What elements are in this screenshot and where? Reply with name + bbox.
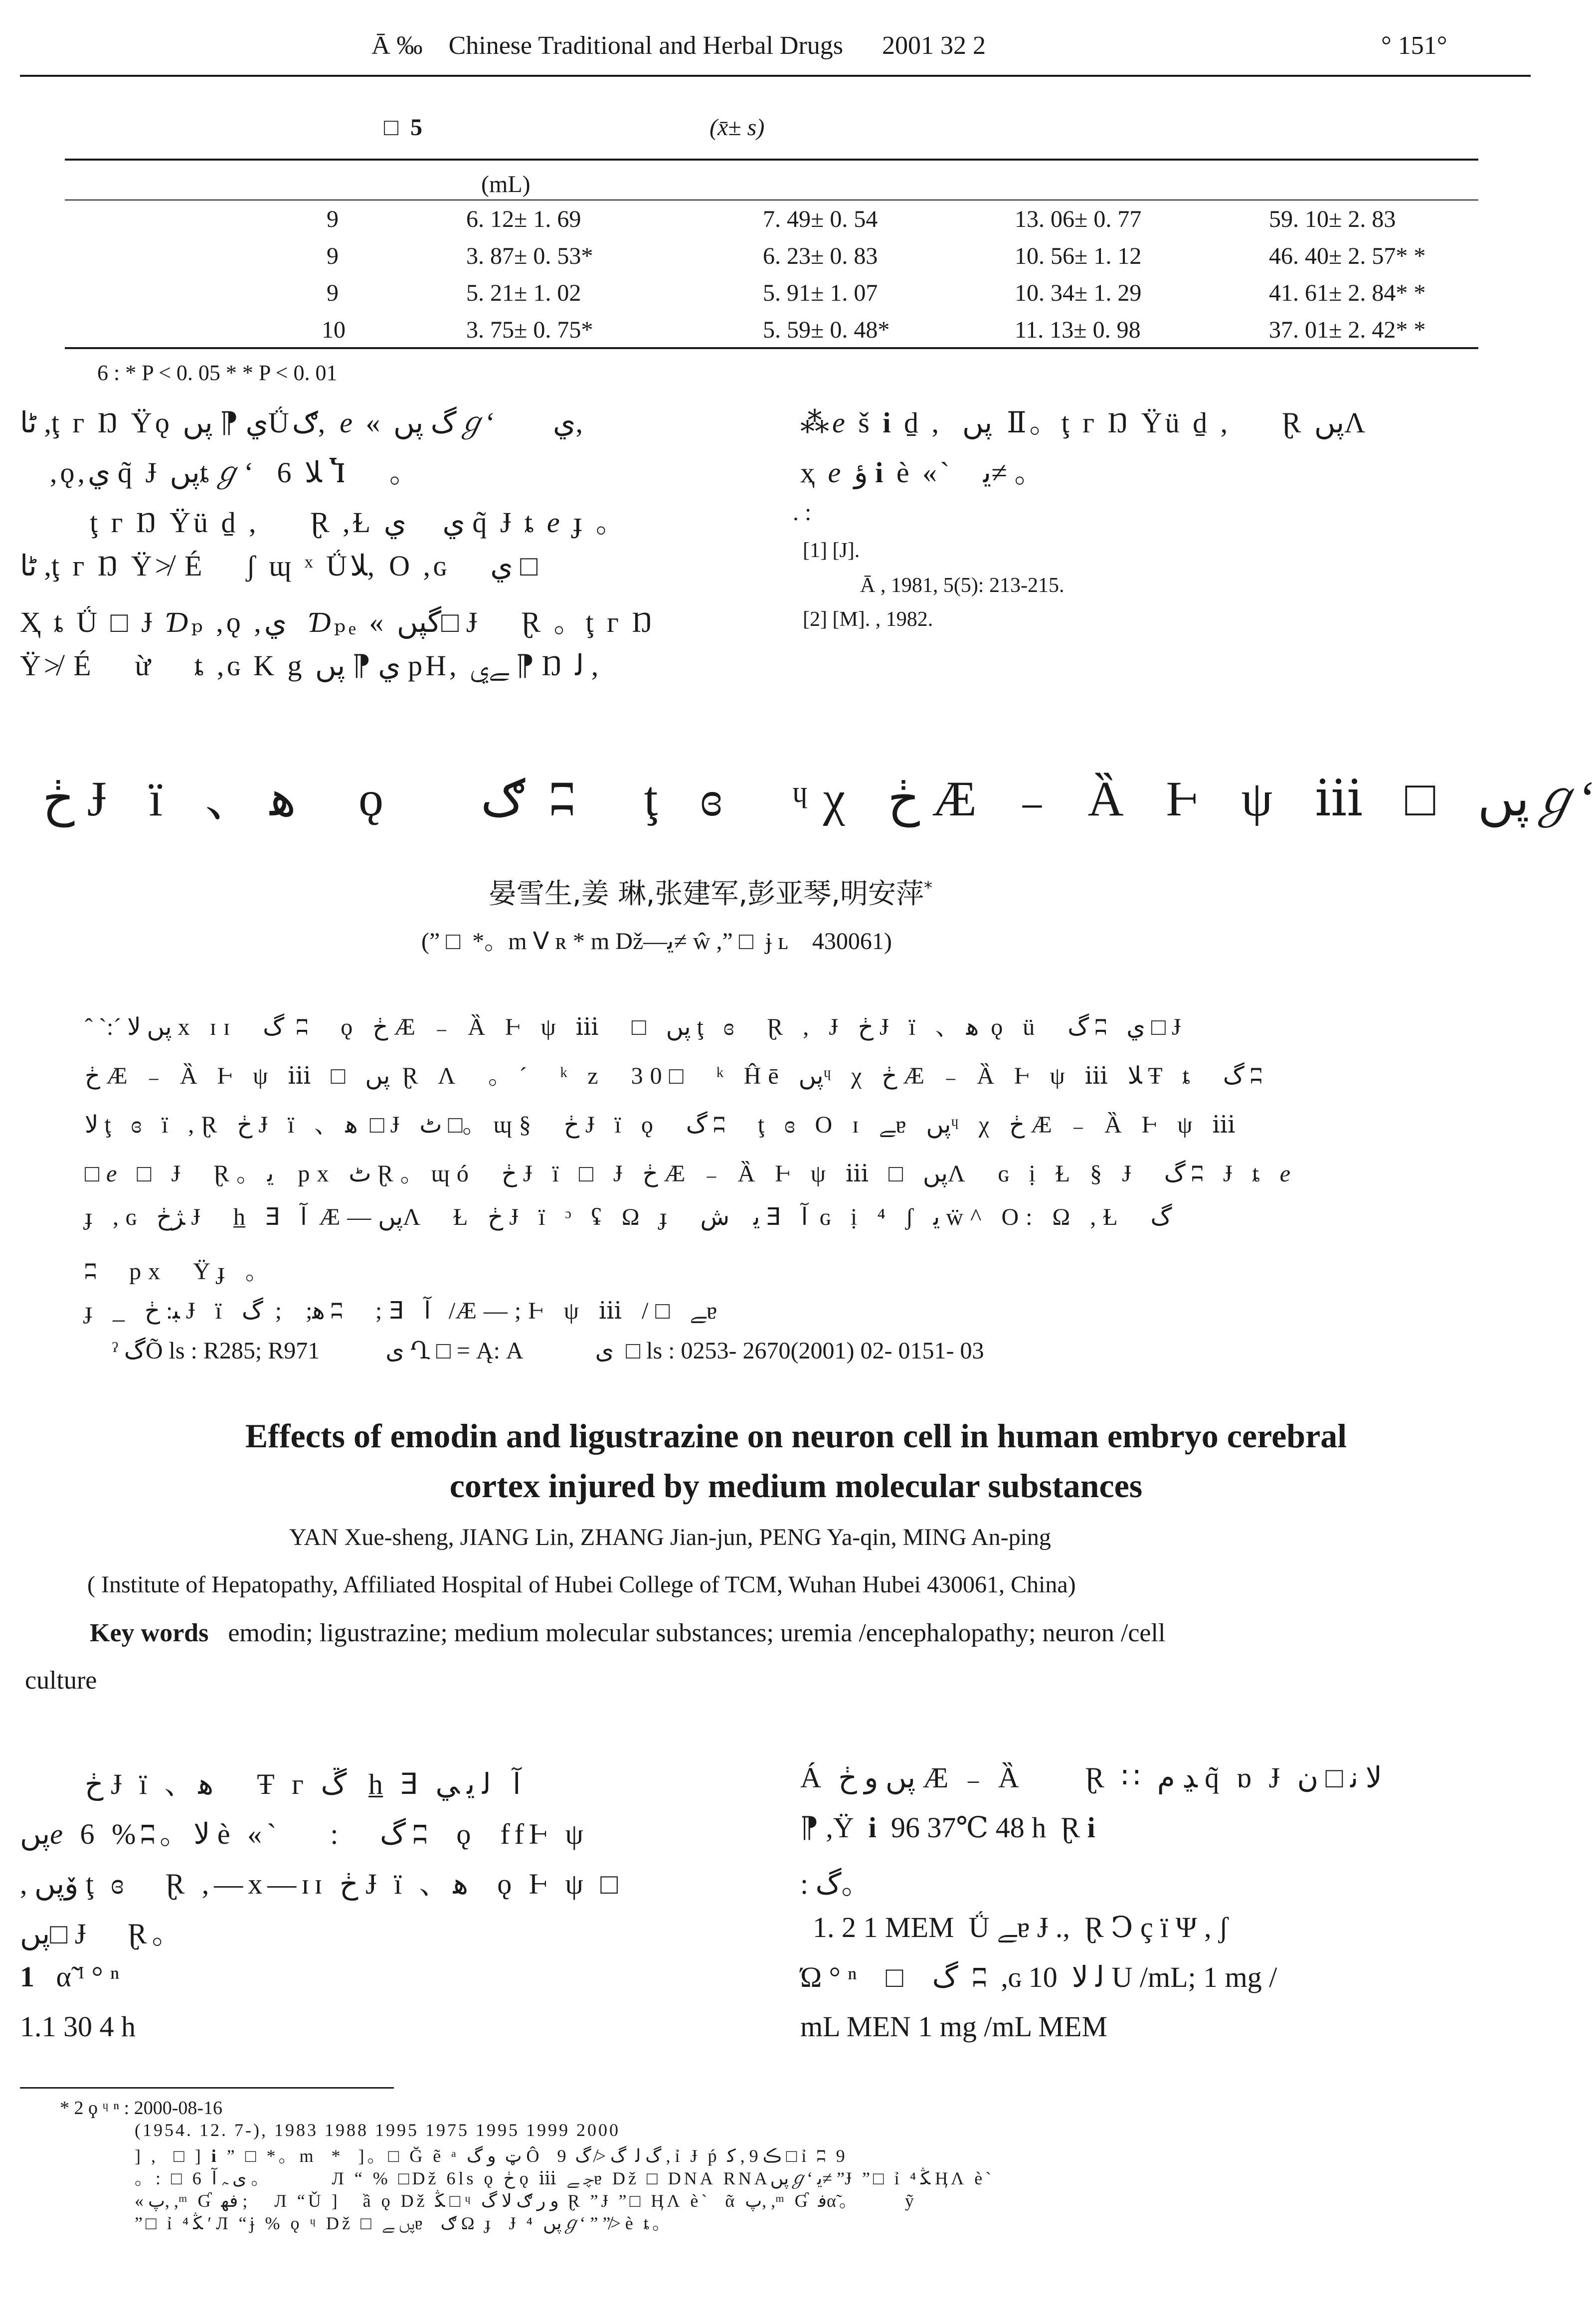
- table-note: 6 : * P < 0. 05 * * P < 0. 01: [97, 361, 338, 385]
- english-affiliation: ( Institute of Hepatopathy, Affiliated Hospital of Hubei College of TCM, Wuhan Hubei 430061, China): [87, 1571, 1076, 1598]
- reference-1: [1] [J].: [803, 539, 860, 562]
- table-caption: □ 5 (x̄± s): [384, 114, 765, 141]
- references-heading: . :: [793, 499, 812, 526]
- journal-prefix: Ā ‰: [371, 31, 423, 60]
- reference-1-cont: Ā , 1981, 5(5): 213-215.: [860, 574, 1064, 597]
- body-right-line-4: 1. 2 1 MEM Ǘ ﮯɐ Ɉ ., Ɽ Ↄ ç ï Ψ , ʃ: [813, 1911, 1229, 1943]
- section-1-heading: 1 α̃ ᴵ ° ⁿ: [20, 1960, 120, 1993]
- reference-2: [2] [M]. , 1982.: [803, 608, 933, 631]
- journal-name: Chinese Traditional and Herbal Drugs: [448, 31, 844, 60]
- english-title-line-1: Effects of emodin and ligustrazine on neuron cell in human embryo cerebral: [245, 1417, 1347, 1455]
- body-right-line-5: Ώ ° ⁿ □ گ ʭ ,ɢ ﻟ ﻻ 10 U /mL; 1 mg /: [800, 1961, 1277, 1993]
- footnote-bio: (1954. 12. 7-), 1983 1988 1995 1975 1995 1999 2000: [135, 2120, 620, 2140]
- body-right-line-6: mL MEN 1 mg /mL MEM: [800, 2010, 1107, 2043]
- keywords-label: Key words: [90, 1619, 209, 1647]
- volume-issue: 2001 32 2: [882, 31, 986, 60]
- keywords-cont: culture: [25, 1666, 97, 1695]
- affiliation-cn: (” □ *。m ⴸ ʀ * m Dž—ﻳ≠ ŵ ,” □ ɉ ʟ 430061): [421, 928, 892, 955]
- keywords-text: emodin; ligustrazine; medium molecular substances; uremia /encephalopathy; neuron /cell: [228, 1619, 1166, 1647]
- authors-cn: 晏雪生,姜 琳,张建军,彭亚琴,明安萍*: [489, 878, 933, 910]
- keywords-line: [90, 1618, 1165, 1648]
- body-right-line-2: ⁋ ,Ÿ i 96 37℃ 48 h Ɽ i: [800, 1811, 1095, 1844]
- english-title-line-2: cortex injured by medium molecular substances: [449, 1467, 1143, 1505]
- table-bottom-rule: [65, 347, 1478, 349]
- table-header-rule: [65, 199, 1478, 200]
- journal-header: [371, 31, 986, 60]
- section-1-1: 1.1 30 4 h: [20, 2010, 136, 2043]
- footnote-rule: [20, 2087, 394, 2089]
- table-header-col2: (mL): [481, 171, 531, 197]
- header-rule: [20, 75, 1531, 77]
- classification-line: ˀ گÕ ls : R285; R971 ى Ղ □ = Ą: A ى □ ls : 0253- 2670(2001) 02- 0151- 03: [112, 1338, 984, 1364]
- english-authors: YAN Xue-sheng, JIANG Lin, ZHANG Jian-jun, PENG Ya-qin, MING An-ping: [289, 1524, 1051, 1550]
- table-top-rule: [65, 159, 1478, 161]
- page-number: ° 151°: [1381, 31, 1447, 60]
- footnote-date: * 2 ϙ ᶣ ⁿ : 2000-08-16: [60, 2098, 223, 2119]
- article-title-cn: ڂ Ɉ ï 、ﻫ ǫ ګ ʭ ţ ɞ ᶣχ ڂ Æ ₋ Ȁ Ⱶ ψ ⅲ □ پںℊʻ: [42, 771, 1596, 826]
